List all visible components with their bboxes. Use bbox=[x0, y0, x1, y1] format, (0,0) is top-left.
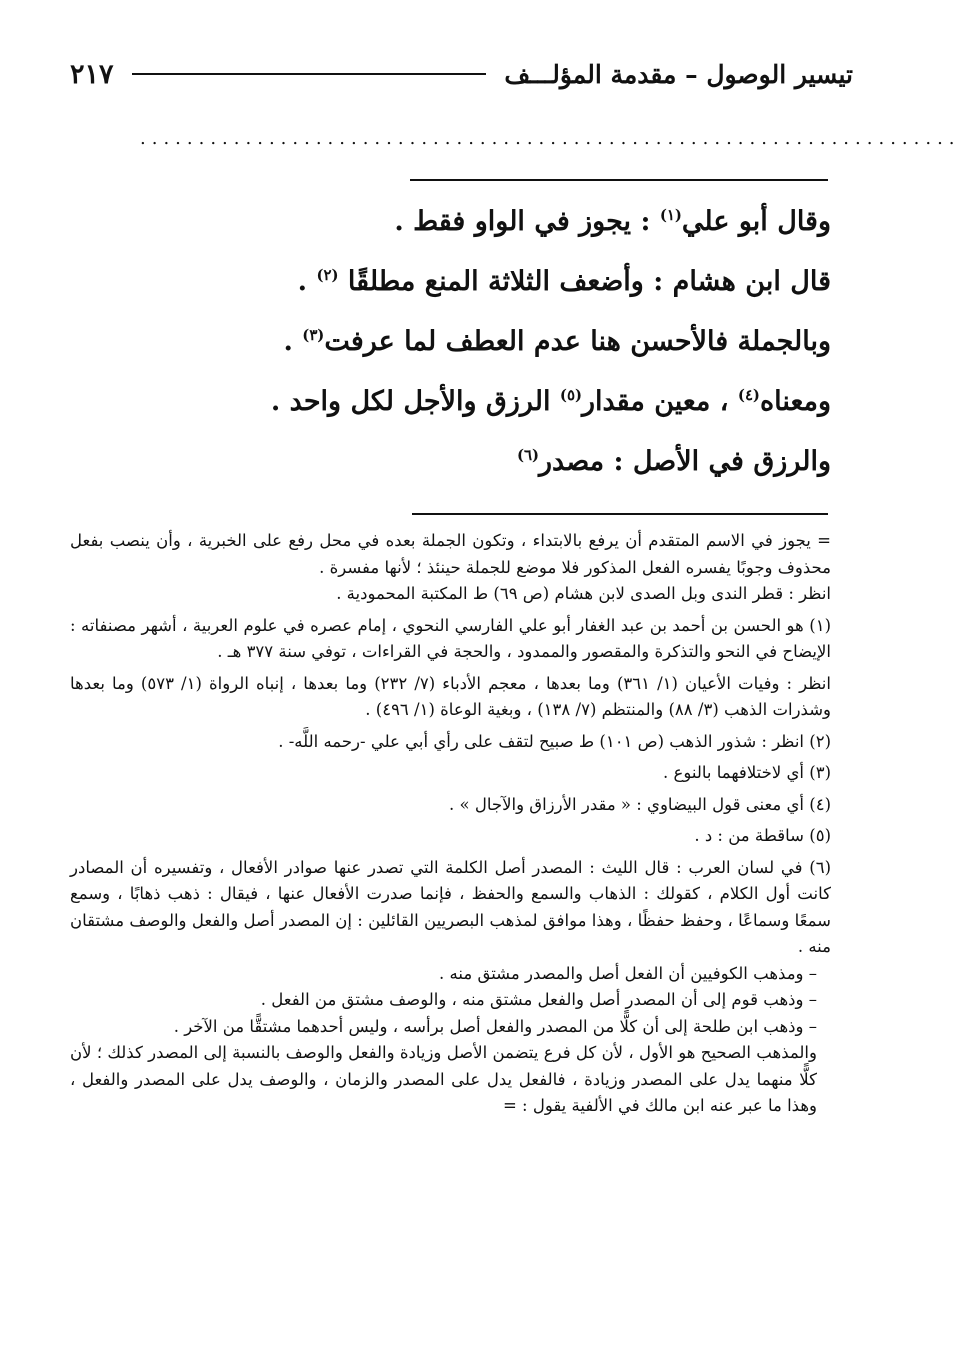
footnote-ref: (١) bbox=[659, 206, 682, 224]
footnotes bbox=[70, 528, 831, 1120]
footnote-5: (٥) ساقطة من : د . bbox=[694, 826, 831, 845]
main-line: والرزق في الأصل : مصدر$^{(٦)}$ bbox=[516, 446, 831, 477]
footnote-ref: (٣) bbox=[302, 326, 325, 344]
footnote-1-ref: انظر : وفيات الأعيان (١/ ٣٦١) وما بعدها ، معجم الأدباء (٧/ ٢٣٢) وما بعدها ، إنباه الرواة (١/ ٥٧٣) وما بعدها وشذرات الذهب (٣/ ٨٨) والمنتظم (٧/ ١٣٨) ، وبغية الوعاة (١/ ٤٩٦) . bbox=[70, 673, 831, 719]
footnote-separator bbox=[412, 513, 828, 515]
main-line: وقال أبو علي$^{(١)}$ : يجوز في الواو فقط . bbox=[394, 206, 831, 237]
running-title: تيسير الوصول – مقدمة المؤلـــف bbox=[504, 59, 853, 89]
footnote-6-sahih: والمذهب الصحيح هو الأول ، لأن كل فرع يتضمن الأصل وزيادة والفعل والوصف بالنسبة إلى المصدر كذلك ؛ لأن كلًّا منهما يدل على المصدر وزيادة ، فالفعل يدل على المصدر والزمان ، والوصف يدل على المصدر والفعل ، وهذا ما عبر عنه ابن مالك في الألفية يقول : = bbox=[70, 1043, 817, 1115]
footnote-3: (٣) أي لاختلافهما بالنوع . bbox=[663, 763, 831, 782]
footnote-2: (٢) انظر : شذور الذهب (ص ١٠١) ط صبيح لتقف على رأي أبي علي -رحمه اللَّه- . bbox=[278, 731, 831, 751]
header-rule bbox=[132, 73, 487, 75]
footnote-6: (٦) في لسان العرب : قال الليث : المصدر أصل الكلمة التي تصدر عنها صوادر الأفعال ، وتفسيره أن المصادر كانت أول الكلام ، كقولك : الذهاب والسمع والحفظ ، فإنما صدرت الأفعال عنها ، فيقال : ذهب ذهابًا ، وسمع سمعًا وسماعًا ، وحفظ حفظًا ، وهذا موافق لمذهب البصريين القائلين : إن المصدر أصل والفعل والوصف مشتقان منه . bbox=[70, 857, 831, 956]
footnote-ref: (٥) bbox=[559, 386, 582, 404]
footnote-continuation: = يجوز في الاسم المتقدم أن يرفع بالابتداء ، وتكون الجملة بعده في محل رفع على الخبرية ، وأن ينصب بفعل محذوف وجوبًا يفسره الفعل المذكور فلا موضع للجملة حينئذ ؛ لأنها مفسرة . bbox=[70, 531, 831, 577]
page-number: ٢١٧ bbox=[70, 58, 114, 90]
main-text bbox=[150, 192, 831, 492]
footnote-ref: (٤) bbox=[737, 386, 760, 404]
main-line: وبالجملة فالأحسن هنا عدم العطف لما عرفت$^{(٣)}$ . bbox=[283, 326, 831, 357]
main-line: قال ابن هشام : وأضعف الثلاثة المنع مطلقًا $^{(٢)}$ . bbox=[297, 266, 831, 297]
footnote-6-talha: – وذهب ابن طلحة إلى أن كلًّا من المصدر والفعل أصل برأسه ، وليس أحدهما مشتقًّا من الآخر . bbox=[173, 1016, 817, 1036]
footnote-6-qawm: – وذهب قوم إلى أن المصدر أصل والفعل مشتق منه ، والوصف مشتق من الفعل . bbox=[260, 990, 817, 1009]
main-line: ومعناه$^{(٤)}$ ، معين مقدار$^{(٥)}$ الرزق والأجل لكل واحد . bbox=[270, 386, 831, 417]
footnote-continuation-ref: انظر : قطر الندى وبل الصدى لابن هشام (ص ٦٩) ط المكتبة المحمودية . bbox=[336, 584, 831, 603]
ellipsis-dots: ...................................................................... bbox=[140, 128, 961, 149]
footnote-4: (٤) أي معنى قول البيضاوي : « مقدر الأرزاق والآجال » . bbox=[449, 794, 831, 814]
footnote-ref: (٢) bbox=[316, 266, 339, 284]
footnote-ref: (٦) bbox=[516, 446, 539, 464]
footnote-1: (١) هو الحسن بن أحمد بن عبد الغفار أبو علي الفارسي النحوي ، إمام عصره في علوم العربية ، أشهر مصنفاته : الإيضاح في النحو والتذكرة والمقصور والممدود ، والحجة في القراءات ، توفي سنة ٣٧٧ هـ . bbox=[70, 615, 831, 661]
footnote-6-kufi: – ومذهب الكوفيين أن الفعل أصل والمصدر مشتق منه . bbox=[439, 963, 817, 983]
page-header bbox=[70, 52, 853, 96]
top-rule bbox=[410, 179, 828, 181]
